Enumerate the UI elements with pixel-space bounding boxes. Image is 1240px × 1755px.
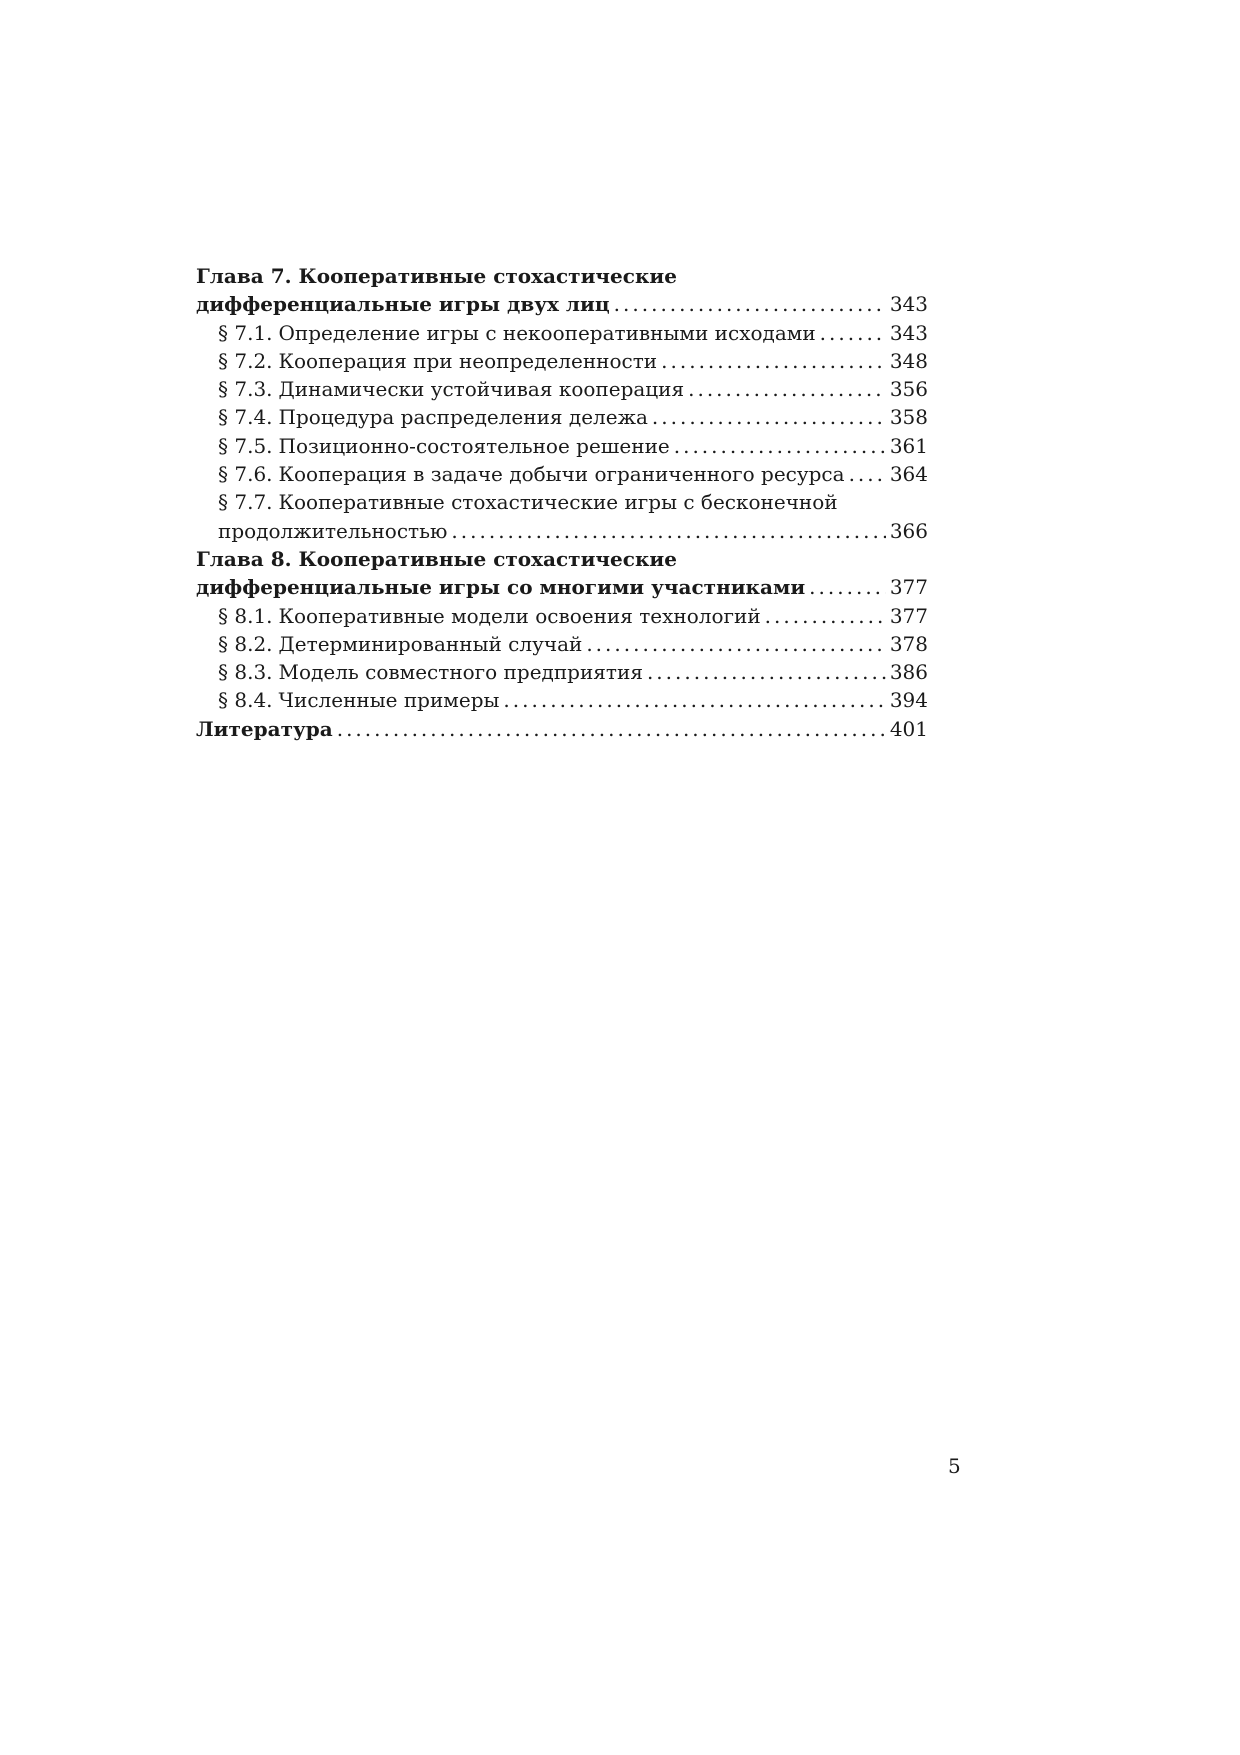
section-number: § 7.6. (218, 462, 273, 487)
chapter-title: Глава 8. Кооперативные стохастические (196, 546, 677, 571)
section-number: § 8.4. (218, 688, 273, 713)
section-title: Позиционно-состоятельное решение (278, 433, 670, 458)
toc-entry-references[interactable] (196, 715, 928, 743)
section-number: § 7.1. (218, 320, 273, 345)
page-ref: 358 (889, 405, 928, 430)
dot-leader (688, 375, 886, 403)
page-ref: 394 (889, 688, 928, 713)
page-ref: 356 (889, 377, 928, 402)
chapter-title-cont: дифференциальные игры двух лиц (196, 292, 610, 317)
section-number: § 7.3. (218, 377, 273, 402)
section-title: Определение игры с некооперативными исходами (278, 320, 816, 345)
chapter-8-title-line1[interactable] (196, 545, 928, 573)
section-number: § 7.7. (218, 490, 273, 515)
dot-leader (652, 403, 886, 431)
page-ref: 348 (889, 348, 928, 373)
page-ref: 364 (889, 462, 928, 487)
section-title: Детерминированный случай (278, 631, 583, 656)
chapter-title: Глава 7. Кооперативные стохастические (196, 264, 677, 288)
page-ref: 366 (889, 518, 928, 543)
toc-entry-7-7[interactable] (196, 488, 928, 516)
toc-entry-7-3[interactable] (196, 375, 928, 403)
chapter-7-title-line1[interactable] (196, 262, 928, 290)
section-number: § 7.2. (218, 348, 273, 373)
toc-entry-8-3[interactable] (196, 658, 928, 686)
chapter-8-title-line2[interactable] (196, 573, 928, 601)
section-title: Модель совместного предприятия (278, 660, 643, 685)
toc-entry-7-6[interactable] (196, 460, 928, 488)
section-number: § 8.2. (218, 631, 273, 656)
dot-leader (849, 460, 886, 488)
section-title: Кооперация при неопределенности (278, 348, 658, 373)
dot-leader (337, 715, 886, 743)
dot-leader (647, 658, 886, 686)
references-title: Литература (196, 716, 333, 741)
section-title: Кооперативные модели освоения технологий (278, 603, 761, 628)
toc-entry-7-2[interactable] (196, 347, 928, 375)
dot-leader (765, 602, 886, 630)
page-ref: 343 (889, 292, 928, 317)
dot-leader (451, 517, 885, 545)
page-ref: 377 (889, 575, 928, 600)
page-ref: 343 (889, 320, 928, 345)
page-ref: 361 (889, 433, 928, 458)
section-title: Динамически устойчивая кооперация (278, 377, 685, 402)
chapter-7-title-line2[interactable] (196, 290, 928, 318)
page-ref: 378 (889, 631, 928, 656)
dot-leader (809, 573, 886, 601)
section-title-cont: продолжительностью (218, 518, 448, 543)
page-ref: 401 (889, 716, 928, 741)
section-number: § 7.5. (218, 433, 273, 458)
section-title: Кооперативные стохастические игры с бесконечной (278, 490, 838, 515)
section-number: § 7.4. (218, 405, 273, 430)
toc-entry-7-5[interactable] (196, 432, 928, 460)
dot-leader (503, 686, 885, 714)
toc-entry-8-1[interactable] (196, 602, 928, 630)
dot-leader (614, 290, 886, 318)
page-ref: 386 (889, 660, 928, 685)
dot-leader (820, 319, 886, 347)
dot-leader (674, 432, 886, 460)
section-title: Численные примеры (278, 688, 500, 713)
page-number: 5 (948, 1454, 961, 1478)
toc-entry-8-4[interactable] (196, 686, 928, 714)
toc-entry-7-4[interactable] (196, 403, 928, 431)
page-ref: 377 (889, 603, 928, 628)
toc-entry-8-2[interactable] (196, 630, 928, 658)
section-title: Кооперация в задаче добычи ограниченного ресурса (278, 462, 845, 487)
dot-leader (586, 630, 885, 658)
table-of-contents (196, 262, 928, 743)
toc-entry-7-1[interactable] (196, 319, 928, 347)
section-number: § 8.1. (218, 603, 273, 628)
chapter-title-cont: дифференциальные игры со многими участниками (196, 575, 806, 600)
toc-entry-7-7-cont[interactable] (196, 517, 928, 545)
dot-leader (661, 347, 886, 375)
section-title: Процедура распределения дележа (278, 405, 648, 430)
section-number: § 8.3. (218, 660, 273, 685)
